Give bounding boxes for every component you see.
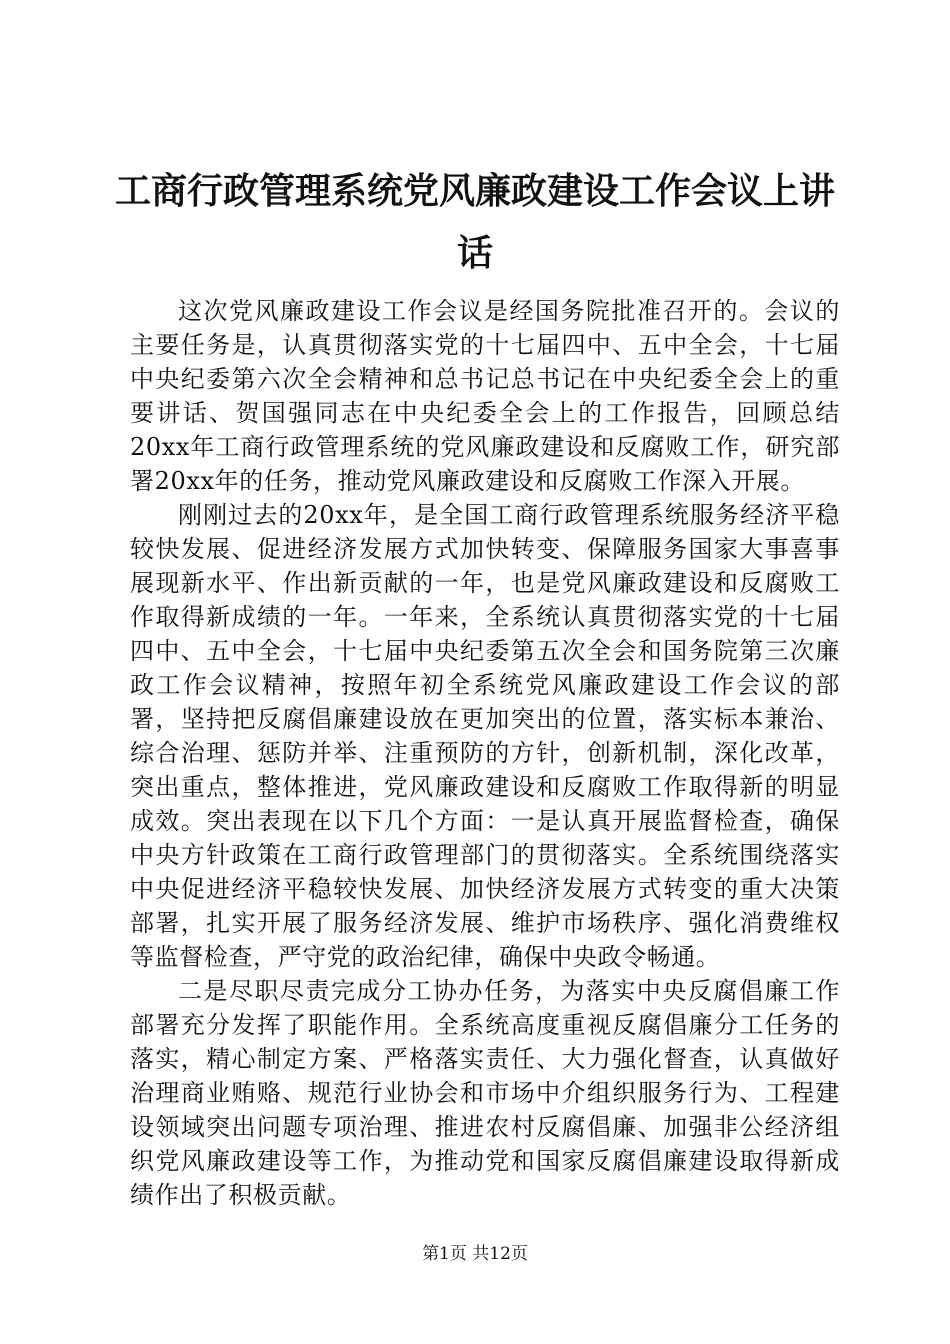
document-title: 工商行政管理系统党风廉政建设工作会议上讲话 [114, 170, 835, 274]
page-number-footer: 第1页 共12页 [422, 1244, 528, 1264]
document-body [130, 294, 840, 1212]
paragraph-3: 二是尽职尽责完成分工协办任务，为落实中央反腐倡廉工作部署充分发挥了职能作用。全系统高度重视反腐倡廉分工任务的落实，精心制定方案、严格落实责任、大力强化督查，认真做好治理商业贿赂、规范行业协会和市场中介组织服务行为、工程建设领域突出问题专项治理、推进农村反腐倡廉、加强非公经济组织党风廉政建设等工作，为推动党和国家反腐倡廉建设取得新成绩作出了积极贡献。 [130, 977, 840, 1209]
paragraph-2: 刚刚过去的20xx年，是全国工商行政管理系统服务经济平稳较快发展、促进经济发展方式加快转变、保障服务国家大事喜事展现新水平、作出新贡献的一年，也是党风廉政建设和反腐败工作取得新成绩的一年。一年来，全系统认真贯彻落实党的十七届四中、五中全会，十七届中央纪委第五次全会和国务院第三次廉政工作会议精神，按照年初全系统党风廉政建设工作会议的部署，坚持把反腐倡廉建设放在更加突出的位置，落实标本兼治、综合治理、惩防并举、注重预防的方针，创新机制，深化改革，突出重点，整体推进，党风廉政建设和反腐败工作取得新的明显成效。突出表现在以下几个方面：一是认真开展监督检查，确保中央方针政策在工商行政管理部门的贯彻落实。全系统围绕落实中央促进经济平稳较快发展、加快经济发展方式转变的重大决策部署，扎实开展了服务经济发展、维护市场秩序、强化消费维权等监督检查，严守党的政治纪律，确保中央政令畅通。 [130, 501, 840, 971]
paragraph-1: 这次党风廉政建设工作会议是经国务院批准召开的。会议的主要任务是，认真贯彻落实党的十七届四中、五中全会，十七届中央纪委第六次全会精神和总书记总书记在中央纪委全会上的重要讲话、贺国强同志在中央纪委全会上的工作报告，回顾总结20xx年工商行政管理系统的党风廉政建设和反腐败工作，研究部署20xx年的任务，推动党风廉政建设和反腐败工作深入开展。 [130, 297, 840, 495]
